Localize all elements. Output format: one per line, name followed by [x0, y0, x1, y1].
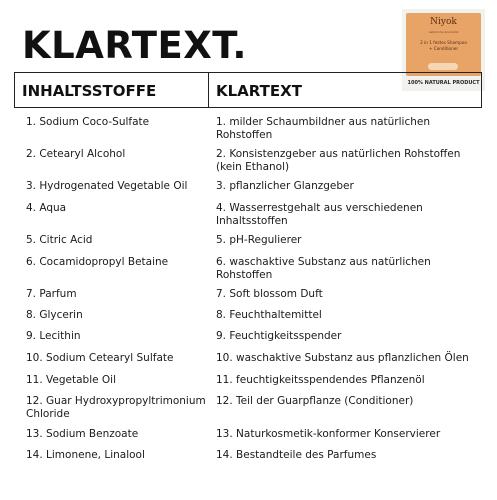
explanation-cell: 5. pH-Regulierer — [216, 234, 302, 246]
explanation-cell: 14. Bestandteile des Parfumes — [216, 449, 377, 461]
explanation-cell: 9. Feuchtigkeitsspender — [216, 330, 342, 342]
ingredient-cell: 1. Sodium Coco-Sulfate — [26, 116, 150, 128]
explanation-cell: 1. milder Schaumbildner aus natürlichen Rohstoffen — [216, 116, 430, 141]
product-brand: Niyok — [430, 17, 457, 27]
page-title: KLARTEXT. — [22, 24, 247, 67]
ingredient-cell: 13. Sodium Benzoate — [26, 428, 139, 440]
explanation-cell: 7. Soft blossom Duft — [216, 288, 323, 300]
ingredient-cell: 4. Aqua — [26, 202, 67, 214]
explanation-cell: 10. waschaktive Substanz aus pflanzlichen Ölen — [216, 352, 469, 364]
table-header — [14, 72, 482, 108]
ingredient-cell: 6. Cocamidopropyl Betaine — [26, 256, 169, 268]
product-tagline: natürliche Kosmetik — [428, 30, 459, 34]
ingredient-cell: 12. Guar Hydroxypropyltrimonium Chloride — [26, 395, 206, 420]
header-ingredients: INHALTSSTOFFE — [22, 82, 157, 100]
explanation-cell: 3. pflanzlicher Glanzgeber — [216, 180, 354, 192]
header-klartext: KLARTEXT — [216, 82, 302, 100]
product-description — [406, 40, 481, 52]
explanation-cell: 12. Teil der Guarpflanze (Conditioner) — [216, 395, 414, 407]
product-box — [406, 13, 481, 76]
product-label-pill — [428, 63, 458, 70]
ingredient-cell: 9. Lecithin — [26, 330, 81, 342]
header-divider — [208, 73, 209, 107]
explanation-cell: 11. feuchtigkeitsspendendes Pflanzenöl — [216, 374, 425, 386]
ingredient-cell: 3. Hydrogenated Vegetable Oil — [26, 180, 188, 192]
product-name-line: 2 in 1 festes Shampoo — [420, 40, 467, 45]
ingredient-cell: 11. Vegetable Oil — [26, 374, 117, 386]
ingredient-cell: 5. Citric Acid — [26, 234, 93, 246]
product-name-line: + Conditioner — [428, 46, 459, 51]
explanation-cell: 13. Naturkosmetik-konformer Konservierer — [216, 428, 441, 440]
explanation-cell: 4. Wasserrestgehalt aus verschiedenen Inhaltsstoffen — [216, 202, 423, 227]
ingredient-cell: 2. Cetearyl Alcohol — [26, 148, 126, 160]
ingredient-cell: 8. Glycerin — [26, 309, 83, 321]
product-claim: 100% NATURAL PRODUCT — [407, 80, 480, 86]
explanation-cell: 8. Feuchthaltemittel — [216, 309, 322, 321]
ingredient-cell: 10. Sodium Cetearyl Sulfate — [26, 352, 174, 364]
ingredients-table — [14, 72, 482, 461]
explanation-cell: 6. waschaktive Substanz aus natürlichen Rohstoffen — [216, 256, 431, 281]
explanation-cell: 2. Konsistenzgeber aus natürlichen Rohstoffen (kein Ethanol) — [216, 148, 461, 173]
ingredient-cell: 7. Parfum — [26, 288, 77, 300]
ingredient-cell: 14. Limonene, Linalool — [26, 449, 145, 461]
